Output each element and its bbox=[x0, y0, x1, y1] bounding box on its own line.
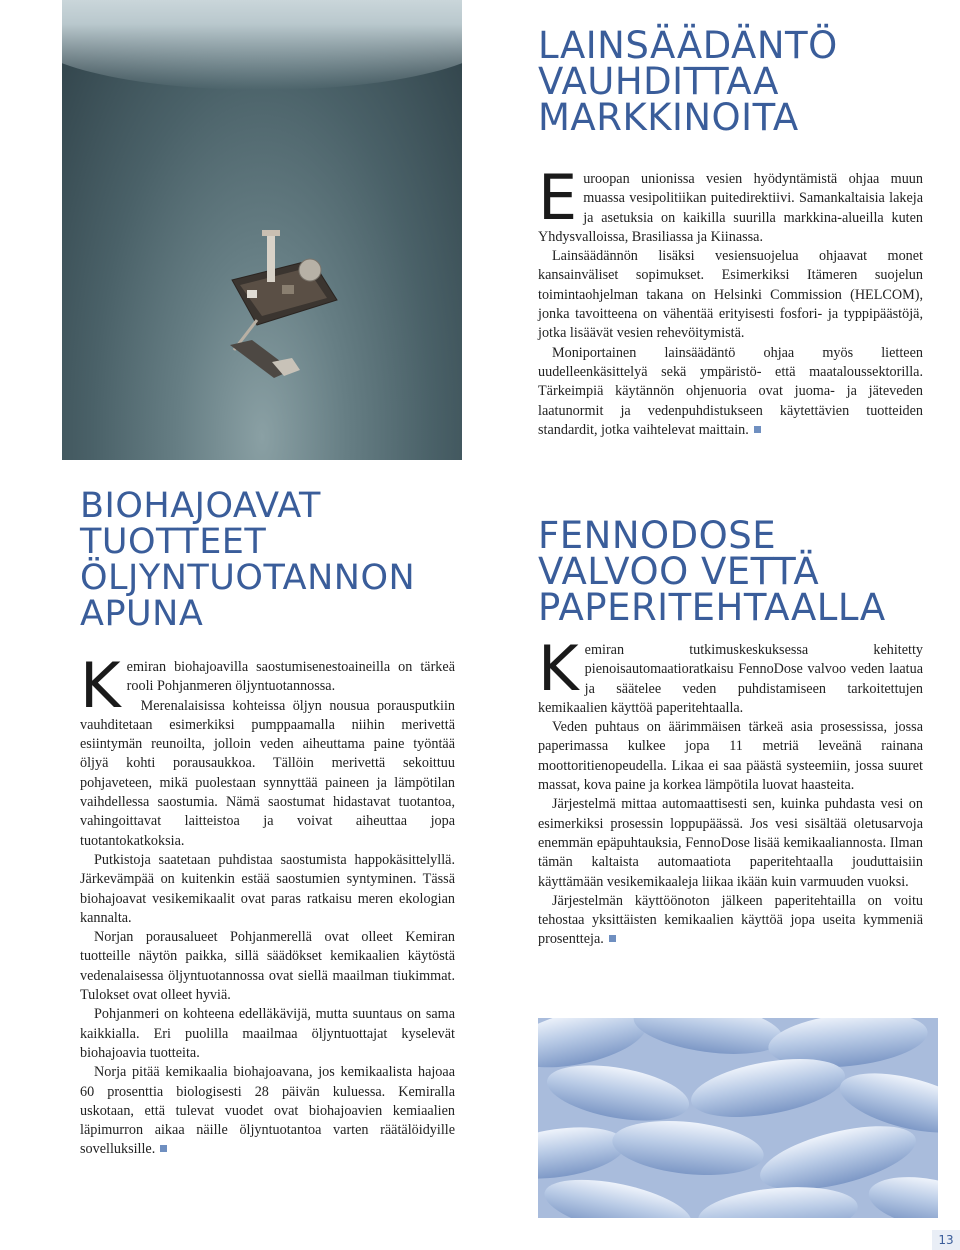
sea-horizon bbox=[62, 0, 462, 90]
paragraph: Norjan porausalueet Pohjanmerellä ovat olleet Kemiran tuotteille näytön paikka, sillä säädökset kemikaalien käytöstä vedenalaisessa öljyntuotannossa ovat siellä maailman tiukimmat. Tulokset ovat olleet hyviä. bbox=[80, 929, 455, 1004]
paragraph: emiran tutkimuskeskuksessa kehitetty pienoisautomaatioratkaisu FennoDose valvoo veden laatua ja säätelee veden puhdistamiseen tarkoitettujen kemikaalien käyttöä paperitehtaalla. bbox=[538, 642, 923, 716]
end-mark-icon bbox=[609, 935, 616, 942]
paragraph: Pohjanmeri on kohteena edelläkävijä, mutta suuntaus on sama kaikkialla. Eri puolilla maailmaa öljyntuottajat kyselevät biohajoavia tuotteita. bbox=[80, 1006, 455, 1061]
headline-legislation: LAINSÄÄDÄNTÖ VAUHDITTAA MARKKINOITA bbox=[538, 24, 838, 139]
end-mark-icon bbox=[754, 426, 761, 433]
legislation-article bbox=[538, 161, 923, 440]
paragraph: uroopan unionissa vesien hyödyntämistä ohjaa muun muassa vesipolitiikan puitedirektiivi. Samankaltaisia lakeja ja asetuksia on kaikilla suurilla markkina-alueilla kuten Yhdysvalloissa, Brasiliassa ja Kiinassa. bbox=[538, 171, 923, 245]
dropcap: K bbox=[538, 632, 579, 705]
paragraph: Järjestelmän käyttöönoton jälkeen paperitehtailla on voitu tehostaa yksittäisten kemikaalien käyttöä jopa useita kymmeniä prosentteja. bbox=[538, 892, 923, 948]
capsules-icon bbox=[538, 1018, 938, 1218]
dropcap: E bbox=[538, 161, 578, 234]
paragraph: emiran biohajoavilla saostumisenestoaineilla on tärkeä rooli Pohjanmeren öljyntuotannossa. bbox=[126, 659, 455, 695]
paragraph: Lainsäädännön lisäksi vesiensuojelua ohjaavat monet kansainväliset sopimukset. Esimerkiksi Itämeren suojelun toimintaohjelman takana on Helsinki Commission (HELCOM), jonka tavoitteena on vähentää erityisesti fosfori- ja typpipäästöjä, jotka lisäävät vesien rehevöitymistä. bbox=[538, 248, 923, 342]
blue-capsules-photo bbox=[538, 1018, 938, 1218]
paragraph: Veden puhtaus on äärimmäisen tärkeä asia prosessissa, jossa paperimassa kulkee jopa 11 metriä leveänä rainana moottoritienopeudella. Likaa ei saa päästä systeemiin, jossa suuret massat, kova paine ja korkea lämpötila luovat haasteita. bbox=[538, 719, 923, 794]
paragraph: Norja pitää kemikaalia biohajoavana, jos kemikaalista hajoaa 60 prosenttia biologisesti 28 päivän kuluessa. Kemiralla uskotaan, että tulevat vuodet ovat biohajoavien kemiaalien läpimurron aikaa näille öljyntuotantoa varten räätälöidyille sovelluksille. bbox=[80, 1064, 455, 1158]
fennodose-article bbox=[538, 632, 923, 950]
biodegradable-article bbox=[80, 649, 455, 1160]
oil-platform-photo bbox=[62, 0, 462, 460]
headline-biodegradable: BIOHAJOAVAT TUOTTEET ÖLJYNTUOTANNON APUNA bbox=[80, 486, 416, 634]
page-number: 13 bbox=[932, 1230, 960, 1250]
end-mark-icon bbox=[160, 1145, 167, 1152]
paragraph: Moniportainen lainsäädäntö ohjaa myös lietteen uudelleenkäsittelyä sekä ympäristö- että maataloussektorilla. Tärkeimpiä käytännön ohjenuoria ovat juoma- ja jäteveden laatunormit ja vedenpuhdistukseen käytettävien tuotteiden standardit, jotka vaihtelevat maittain. bbox=[538, 344, 923, 438]
paragraph: Merenalaisissa kohteissa öljyn nousua porausputkiin vauhditetaan esimerkiksi pumppaamalla niihin merivettä esiintymän reunoilta, jolloin veden aiheuttama paine työntää öljyä kohti porausaukkoa. Tällöin merivettä sekoittuu pohjaveteen, mikä puolestaan synnyttää paineen ja lämpötilan vaihdellessa saostumia. Nämä saostumat hidastavat tuotantoa, vahingoittavat laitteistoa ja voivat aiheuttaa jopa tuotantokatkoksia. bbox=[80, 697, 455, 849]
dropcap: K bbox=[80, 649, 121, 722]
oil-platform-icon bbox=[212, 230, 352, 380]
headline-fennodose: FENNODOSE VALVOO VETTÄ PAPERITEHTAALLA bbox=[538, 514, 886, 629]
paragraph: Putkistoja saatetaan puhdistaa saostumista happokäsittelyllä. Järkevämpää on kuitenkin estää saostumien syntyminen. Tässä biohajoavat vesikemikaalit ovat paras ratkaisu meren ekologian kannalta. bbox=[80, 851, 455, 926]
paragraph: Järjestelmä mittaa automaattisesti sen, kuinka puhdasta vesi on esimerkiksi prosessin loppupäässä. Jos vesi sisältää oletusarvoja enemmän epäpuhtauksia, FennoDose lisää kemikaaliannosta. Ilman tämän kaltaista automaatiota paperitehtaalla jouduttaisiin käyttämään vesikemikaaleja liikaa ikään kuin varmuuden vuoksi. bbox=[538, 796, 923, 890]
